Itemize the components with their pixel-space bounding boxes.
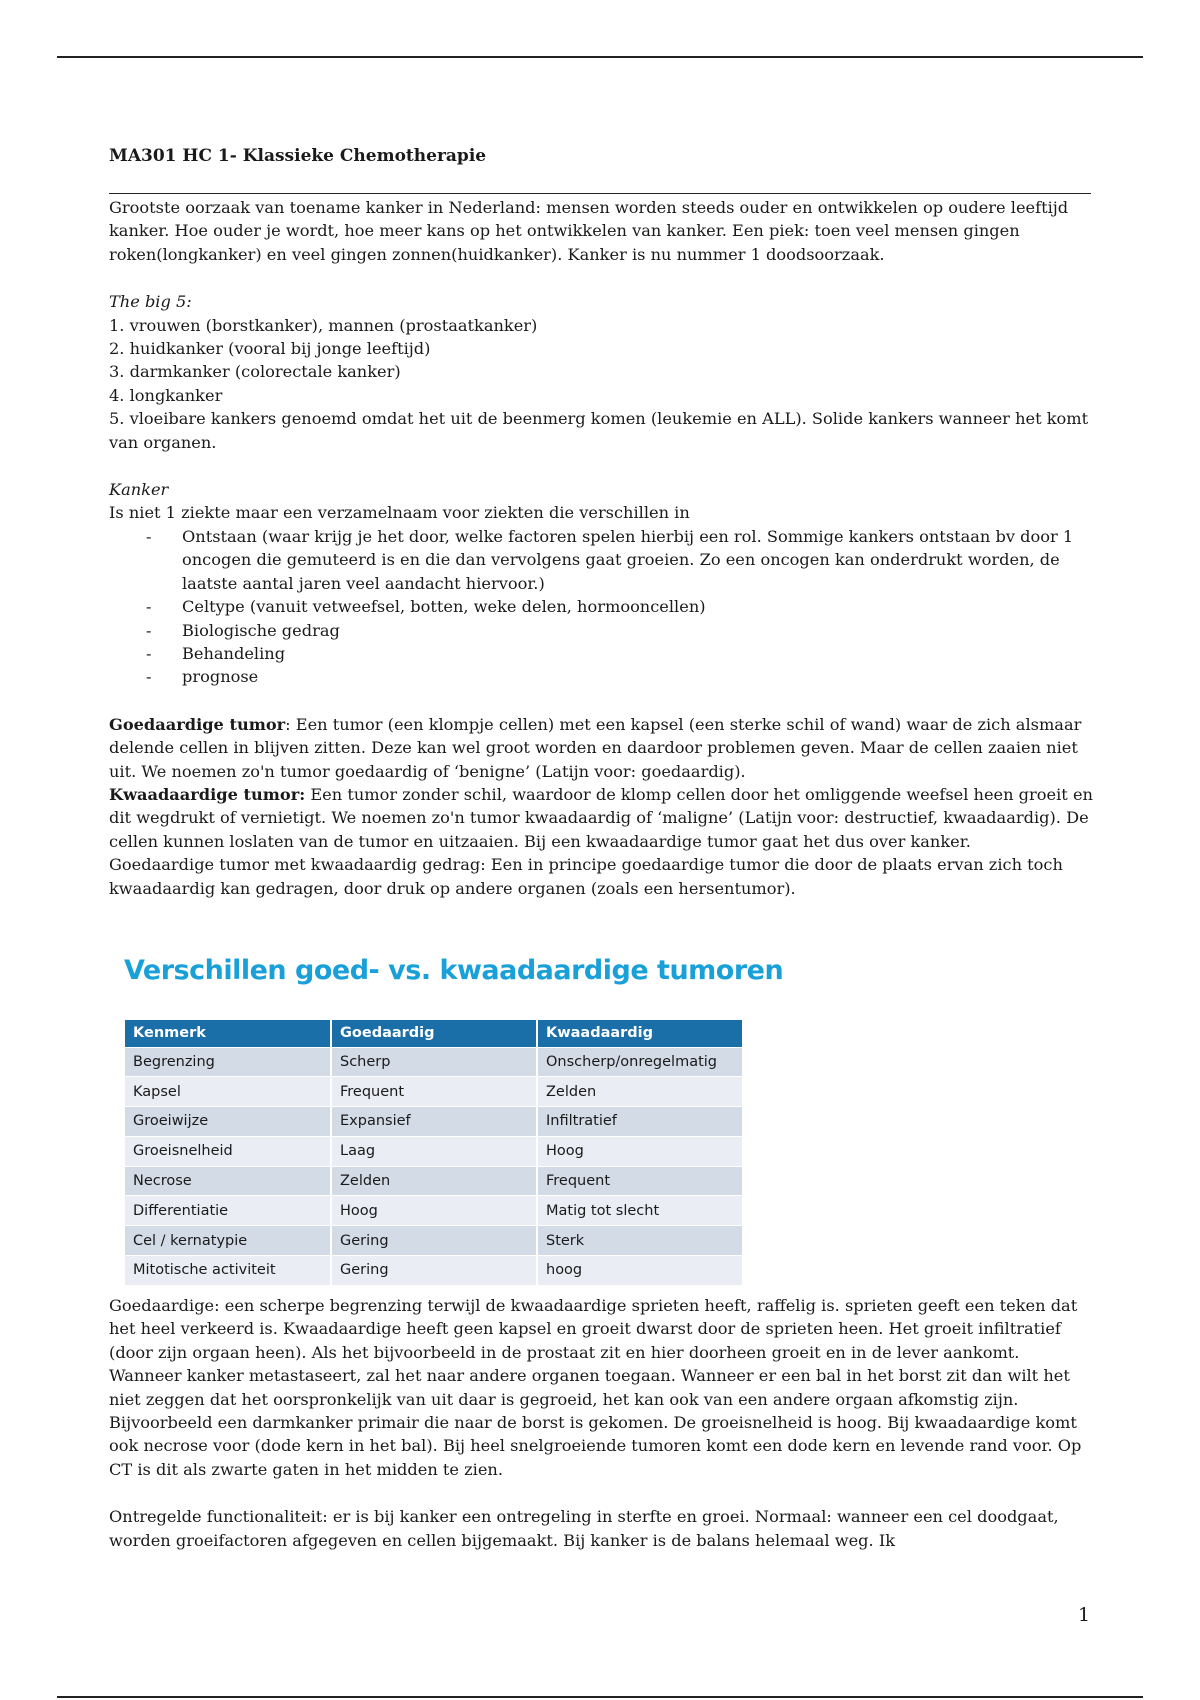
table-cell: Infiltratief <box>537 1107 743 1137</box>
list-item: - prognose <box>109 665 1094 688</box>
list-item: - Behandeling <box>109 642 1094 665</box>
table-cell: Zelden <box>331 1166 537 1196</box>
table-cell: Hoog <box>331 1196 537 1226</box>
kanker-heading: Kanker <box>109 480 169 500</box>
table-cell: Gering <box>331 1256 537 1286</box>
kwaadaardig-text: Een tumor zonder schil, waardoor de klomp cellen door het omliggende weefsel heen groeit en dit wegdrukt of vernietigt. We noemen zo'n tumor kwaadaardig of ‘maligne’ (Latijn voor: destructief, kwaadaardig). De cellen kunnen loslaten van de tumor en uitzaaien. Bij een kwaadaardige tumor gaat het dus over kanker. <box>109 784 1093 851</box>
goedaardig-label: Goedaardige tumor <box>109 714 286 734</box>
table-cell: Cel / kernatypie <box>125 1226 331 1256</box>
kwaadaardig-paragraph <box>109 783 1094 853</box>
intro-paragraph: Grootste oorzaak van toename kanker in Nederland: mensen worden steeds ouder en ontwikkelen op oudere leeftijd kanker. Hoe ouder je wordt, hoe meer kans op het ontwikkelen van kanker. Een piek: toen veel mensen gingen roken(longkanker) en veel gingen zonnen(huidkanker). Kanker is nu nummer 1 doodsoorzaak. <box>109 198 1069 264</box>
table-cell: Expansief <box>331 1107 537 1137</box>
table-cell: Matig tot slecht <box>537 1196 743 1226</box>
title-underline <box>109 193 1091 194</box>
table-cell: Sterk <box>537 1226 743 1256</box>
header-rule <box>57 56 1143 58</box>
list-item: - Biologische gedrag <box>109 619 1094 642</box>
table-cell: Differentiatie <box>125 1196 331 1226</box>
big5-item: 2. huidkanker (vooral bij jonge leeftijd) <box>109 339 431 359</box>
table-cell: Scherp <box>331 1047 537 1077</box>
table-cell: Laag <box>331 1136 537 1166</box>
table-row <box>125 1136 743 1166</box>
big5-heading: The big 5: <box>109 292 192 312</box>
column-header: Goedaardig <box>331 1020 537 1047</box>
table-cell: Mitotische activiteit <box>125 1256 331 1286</box>
big5-item: 1. vrouwen (borstkanker), mannen (prostaatkanker) <box>109 315 538 335</box>
document-body <box>109 196 1094 900</box>
table-row <box>125 1107 743 1137</box>
big5-item: 4. longkanker <box>109 385 223 405</box>
table-cell: Onscherp/onregelmatig <box>537 1047 743 1077</box>
table-cell: Frequent <box>537 1166 743 1196</box>
table-cell: Hoog <box>537 1136 743 1166</box>
slide-title: Verschillen goed- vs. kwaadaardige tumoren <box>124 955 784 986</box>
big5-item: 3. darmkanker (colorectale kanker) <box>109 362 401 382</box>
slide-image <box>124 955 784 986</box>
after-table-paragraph: Goedaardige: een scherpe begrenzing terwijl de kwaadaardige sprieten heeft, raffelig is. sprieten geeft een teken dat het heel verkeerd is. Kwaadaardige heeft geen kapsel en groeit dwarst door de sprieten heen. Het groeit infiltratief (door zijn orgaan heen). Als het bijvoorbeeld in de prostaat zit en hier doorheen groeit en in de lever aankomt. Wanneer kanker metastaseert, zal het naar andere organen toegaan. Wanneer er een bal in het borst zit dan wilt het niet zeggen dat het oorspronkelijk van uit daar is gegroeid, het kan ook van een andere orgaan afkomstig zijn. Bijvoorbeeld een darmkanker primair die naar de borst is gekomen. De groeisnelheid is hoog. Bij kwaadaardige komt ook necrose voor (dode kern in het bal). Bij heel snelgroeiende tumoren komt een dode kern en levende rand voor. Op CT is dit als zwarte gaten in het midden te zien. <box>109 1296 1082 1479</box>
table-cell: Frequent <box>331 1077 537 1107</box>
table-cell: Kapsel <box>125 1077 331 1107</box>
big5-item: 5. vloeibare kankers genoemd omdat het uit de beenmerg komen (leukemie en ALL). Solide kankers wanneer het komt van organen. <box>109 409 1089 452</box>
goedaardig-text: : Een tumor (een klompje cellen) met een kapsel (een sterke schil of wand) waar de zich alsmaar delende cellen in blijven zitten. Deze kan wel groot worden en daardoor problemen geven. Maar de cellen zaaien niet uit. We noemen zo'n tumor goedaardig of ‘benigne’ (Latijn voor: goedaardig). <box>109 714 1082 781</box>
kanker-intro: Is niet 1 ziekte maar een verzamelnaam voor ziekten die verschillen in <box>109 503 690 523</box>
kwaadaardig-label: Kwaadaardige tumor: <box>109 784 306 804</box>
column-header: Kenmerk <box>125 1020 331 1047</box>
goed-kwaad-paragraph: Goedaardige tumor met kwaadaardig gedrag: Een in principe goedaardige tumor die door de plaats ervan zich toch kwaadaardig kan gedragen, door druk op andere organen (zoals een hersentumor). <box>109 855 1063 898</box>
ontregeld-paragraph: Ontregelde functionaliteit: er is bij kanker een ontregeling in sterfte en groei. Normaal: wanneer een cel doodgaat, worden groeifactoren afgegeven en cellen bijgemaakt. Bij kanker is de balans helemaal weg. Ik <box>109 1507 1059 1550</box>
table-cell: Gering <box>331 1226 537 1256</box>
table-row <box>125 1256 743 1286</box>
table-cell: Groeisnelheid <box>125 1136 331 1166</box>
goedaardig-paragraph <box>109 713 1094 783</box>
tumor-comparison-table <box>125 1020 744 1286</box>
document-title: MA301 HC 1- Klassieke Chemotherapie <box>109 146 487 166</box>
table-cell: Groeiwijze <box>125 1107 331 1137</box>
table-cell: Begrenzing <box>125 1047 331 1077</box>
footer-rule <box>57 1696 1143 1698</box>
table-row <box>125 1196 743 1226</box>
column-header: Kwaadaardig <box>537 1020 743 1047</box>
table-cell: Zelden <box>537 1077 743 1107</box>
table-row <box>125 1226 743 1256</box>
table-cell: hoog <box>537 1256 743 1286</box>
table-header-row <box>125 1020 743 1047</box>
table-row <box>125 1047 743 1077</box>
table-row <box>125 1077 743 1107</box>
table-row <box>125 1166 743 1196</box>
list-item: - Ontstaan (waar krijg je het door, welke factoren spelen hierbij een rol. Sommige kankers ontstaan bv door 1 oncogen die gemuteerd is en die dan vervolgens gaat groeien. Zo een oncogen kan onderdrukt worden, de laatste aantal jaren veel aandacht hiervoor.) <box>109 525 1094 595</box>
document-body-continued <box>109 1294 1094 1552</box>
list-item: - Celtype (vanuit vetweefsel, botten, weke delen, hormooncellen) <box>109 595 1094 618</box>
page-number: 1 <box>1078 1604 1091 1626</box>
table-cell: Necrose <box>125 1166 331 1196</box>
kanker-list <box>109 525 1094 689</box>
